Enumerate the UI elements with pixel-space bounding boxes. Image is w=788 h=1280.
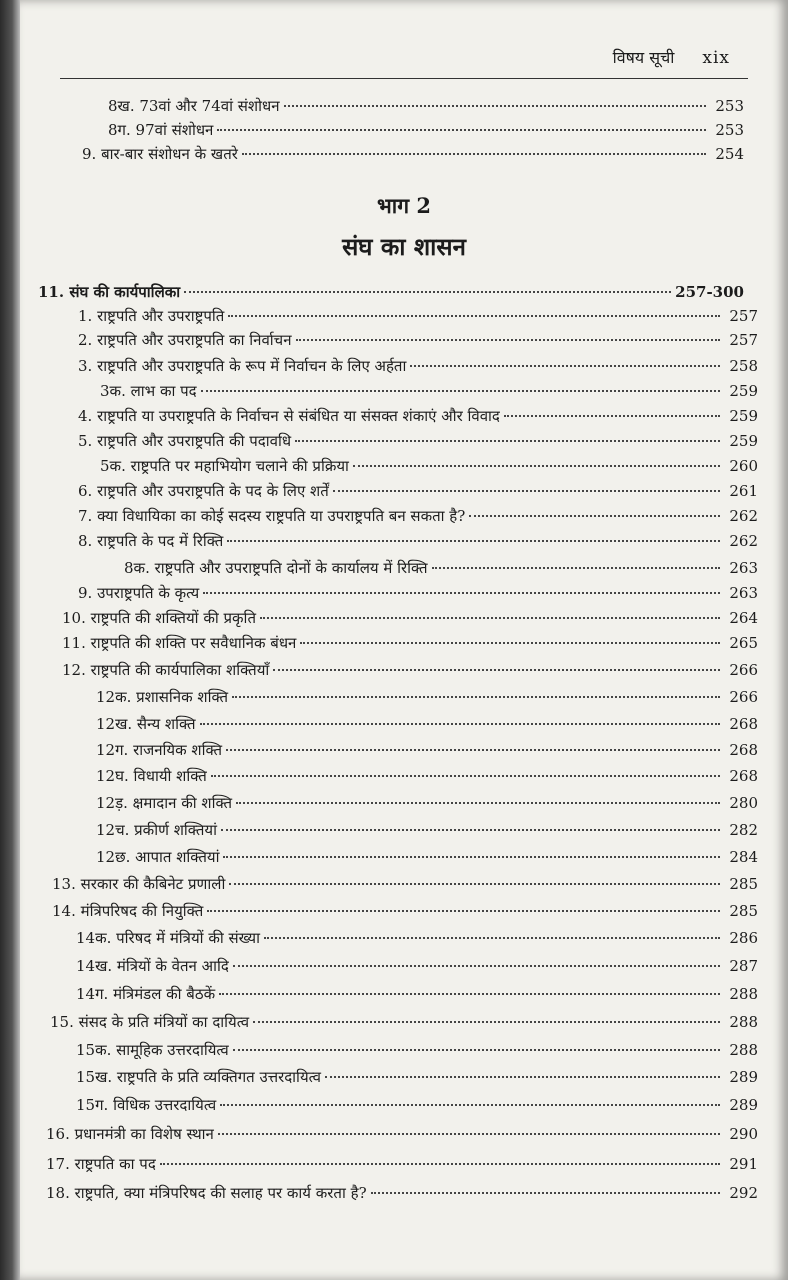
toc-entry	[78, 481, 758, 501]
book-spine-shadow	[0, 0, 20, 1280]
leader-dots	[296, 338, 720, 341]
toc-entry	[62, 633, 758, 653]
toc-entry-text: 12च. प्रकीर्ण शक्तियां	[96, 821, 217, 839]
toc-entry-page: 284	[729, 848, 758, 866]
toc-entry-page: 268	[729, 715, 758, 733]
toc-entry-text: 10. राष्ट्रपति की शक्तियों की प्रकृति	[62, 609, 256, 627]
toc-entry-page: 259	[729, 432, 758, 450]
toc-entry-text: 15. संसद के प्रति मंत्रियों का दायित्व	[50, 1013, 250, 1031]
leader-dots	[219, 992, 720, 995]
toc-entry	[96, 766, 758, 786]
toc-entry-text: 16. प्रधानमंत्री का विशेष स्थान	[46, 1125, 214, 1143]
toc-entry-text: 14ग. मंत्रिमंडल की बैठकें	[76, 985, 216, 1003]
toc-entry-text: 12ड़. क्षमादान की शक्ति	[96, 794, 233, 812]
toc-entry-text: 11. राष्ट्रपति की शक्ति पर सवैधानिक बंधन	[62, 634, 297, 652]
toc-entry	[108, 96, 744, 116]
toc-entry	[124, 558, 758, 578]
toc-entry-page: 288	[729, 1041, 758, 1059]
toc-entry-page: 257	[729, 307, 758, 325]
toc-entry	[96, 793, 758, 813]
leader-dots	[504, 414, 720, 417]
leader-dots	[273, 668, 720, 671]
leader-dots	[229, 882, 720, 885]
toc-entry	[78, 531, 758, 551]
toc-entry-page: 261	[729, 482, 758, 500]
leader-dots	[160, 1162, 720, 1165]
toc-entry	[96, 714, 758, 734]
leader-dots	[203, 591, 720, 594]
toc-entry-page: 291	[729, 1155, 758, 1173]
toc-entry-text: 1. राष्ट्रपति और उपराष्ट्रपति	[78, 307, 225, 325]
toc-entry-text: 5क. राष्ट्रपति पर महाभियोग चलाने की प्रक्रिया	[100, 457, 349, 475]
leader-dots	[207, 909, 720, 912]
leader-dots	[295, 439, 720, 442]
toc-entry	[50, 1012, 758, 1032]
toc-entry-page: 265	[729, 634, 758, 652]
leader-dots	[333, 489, 720, 492]
toc-entry	[108, 120, 744, 140]
leader-dots	[242, 152, 706, 155]
toc-entry-text: 12घ. विधायी शक्ति	[96, 767, 207, 785]
leader-dots	[469, 514, 720, 517]
toc-entry	[78, 330, 758, 350]
toc-entry-page: 289	[729, 1068, 758, 1086]
chapter-entry-page: 257-300	[675, 283, 744, 301]
toc-entry-text: 5. राष्ट्रपति और उपराष्ट्रपति की पदावधि	[78, 432, 292, 450]
leader-dots	[221, 828, 720, 831]
document-page	[20, 0, 788, 1280]
toc-entry	[100, 456, 758, 476]
toc-entry	[76, 1040, 758, 1060]
leader-dots	[232, 695, 720, 698]
leader-dots	[264, 936, 720, 939]
toc-entry-page: 289	[729, 1096, 758, 1114]
toc-entry-page: 257	[729, 331, 758, 349]
toc-entry-text: 14. मंत्रिपरिषद की नियुक्ति	[52, 902, 204, 920]
toc-entry-page: 287	[729, 957, 758, 975]
toc-entry-text: 2. राष्ट्रपति और उपराष्ट्रपति का निर्वाचन	[78, 331, 292, 349]
toc-entry-text: 7. क्या विधायिका का कोई सदस्य राष्ट्रपति या उपराष्ट्रपति बन सकता है?	[78, 507, 466, 525]
header-page-number: xix	[702, 48, 730, 68]
leader-dots	[233, 964, 720, 967]
toc-entry-text: 14क. परिषद में मंत्रियों की संख्या	[76, 929, 260, 947]
toc-entry	[96, 740, 758, 760]
toc-entry-text: 12छ. आपात शक्तियां	[96, 848, 220, 866]
leader-dots	[432, 566, 720, 569]
toc-entry-page: 253	[715, 97, 744, 115]
toc-entry-page: 262	[729, 507, 758, 525]
toc-entry	[78, 506, 758, 526]
toc-entry-page: 268	[729, 741, 758, 759]
toc-entry-text: 8ख. 73वां और 74वां संशोधन	[108, 97, 280, 115]
leader-dots	[220, 1103, 720, 1106]
toc-entry-page: 290	[729, 1125, 758, 1143]
toc-entry-page: 254	[715, 145, 744, 163]
leader-dots	[410, 364, 720, 367]
leader-dots	[260, 616, 720, 619]
toc-entry-text: 13. सरकार की कैबिनेट प्रणाली	[52, 875, 226, 893]
toc-entry	[76, 928, 758, 948]
toc-entry-page: 259	[729, 407, 758, 425]
leader-dots	[201, 389, 720, 392]
toc-entry-page: 282	[729, 821, 758, 839]
toc-entry-page: 253	[715, 121, 744, 139]
leader-dots	[300, 641, 720, 644]
toc-entry	[96, 687, 758, 707]
header-rule	[60, 78, 748, 79]
chapter-entry-text: 11. संघ की कार्यपालिका	[38, 283, 181, 301]
toc-entry-text: 4. राष्ट्रपति या उपराष्ट्रपति के निर्वाचन से संबंधित या संसक्त शंकाएं और विवाद	[78, 407, 500, 425]
leader-dots	[200, 722, 720, 725]
leader-dots	[211, 774, 720, 777]
leader-dots	[233, 1048, 720, 1051]
toc-entry-page: 285	[729, 902, 758, 920]
toc-entry-page: 288	[729, 985, 758, 1003]
toc-entry-text: 18. राष्ट्रपति, क्या मंत्रिपरिषद की सलाह पर कार्य करता है?	[46, 1184, 367, 1202]
part-label: भाग 2	[377, 193, 431, 218]
toc-entry-text: 3क. लाभ का पद	[100, 382, 197, 400]
toc-entry	[46, 1154, 758, 1174]
toc-entry	[100, 381, 758, 401]
chapter-entry	[38, 282, 744, 302]
toc-entry-text: 12ख. सैन्य शक्ति	[96, 715, 196, 733]
toc-entry-page: 268	[729, 767, 758, 785]
toc-entry	[76, 984, 758, 1004]
toc-entry-text: 15ख. राष्ट्रपति के प्रति व्यक्तिगत उत्तरदायित्व	[76, 1068, 321, 1086]
toc-entry-page: 263	[729, 559, 758, 577]
toc-entry	[76, 1095, 758, 1115]
header-title: विषय सूची	[612, 48, 675, 67]
part-title: संघ का शासन	[342, 232, 466, 261]
leader-dots	[228, 314, 720, 317]
toc-entry-page: 259	[729, 382, 758, 400]
leader-dots	[184, 290, 671, 293]
leader-dots	[236, 801, 720, 804]
leader-dots	[223, 855, 720, 858]
toc-entry-text: 3. राष्ट्रपति और उपराष्ट्रपति के रूप में निर्वाचन के लिए अर्हता	[78, 357, 407, 375]
toc-entry-text: 9. बार-बार संशोधन के खतरे	[82, 145, 238, 163]
leader-dots	[218, 1132, 720, 1135]
toc-entry-page: 263	[729, 584, 758, 602]
toc-entry	[62, 660, 758, 680]
toc-entry-text: 15ग. विधिक उत्तरदायित्व	[76, 1096, 217, 1114]
toc-entry-page: 286	[729, 929, 758, 947]
leader-dots	[371, 1191, 720, 1194]
toc-entry-page: 264	[729, 609, 758, 627]
toc-entry-text: 12. राष्ट्रपति की कार्यपालिका शक्तियाँ	[62, 661, 270, 679]
leader-dots	[226, 748, 720, 751]
toc-entry-text: 6. राष्ट्रपति और उपराष्ट्रपति के पद के लिए शर्तें	[78, 482, 329, 500]
toc-entry-text: 8. राष्ट्रपति के पद में रिक्ति	[78, 532, 224, 550]
leader-dots	[227, 539, 720, 542]
toc-entry-text: 15क. सामूहिक उत्तरदायित्व	[76, 1041, 229, 1059]
toc-entry-page: 266	[729, 688, 758, 706]
toc-entry	[76, 1067, 758, 1087]
toc-entry-text: 17. राष्ट्रपति का पद	[46, 1155, 156, 1173]
toc-entry	[78, 356, 758, 376]
toc-entry-text: 12क. प्रशासनिक शक्ति	[96, 688, 229, 706]
running-header	[613, 46, 730, 68]
toc-entry-text: 8क. राष्ट्रपति और उपराष्ट्रपति दोनों के कार्यालय में रिक्ति	[124, 559, 428, 577]
leader-dots	[325, 1075, 720, 1078]
toc-entry-text: 14ख. मंत्रियों के वेतन आदि	[76, 957, 229, 975]
toc-entry-page: 266	[729, 661, 758, 679]
leader-dots	[284, 104, 706, 107]
toc-entry	[52, 901, 758, 921]
toc-entry-page: 285	[729, 875, 758, 893]
toc-entry	[76, 956, 758, 976]
toc-entry	[46, 1183, 758, 1203]
toc-entry-page: 258	[729, 357, 758, 375]
toc-entry	[46, 1124, 758, 1144]
toc-entry-page: 260	[729, 457, 758, 475]
toc-entry	[78, 306, 758, 326]
toc-entry-text: 9. उपराष्ट्रपति के कृत्य	[78, 584, 200, 602]
toc-entry-text: 8ग. 97वां संशोधन	[108, 121, 214, 139]
toc-entry-text: 12ग. राजनयिक शक्ति	[96, 741, 223, 759]
leader-dots	[253, 1020, 720, 1023]
toc-entry-page: 262	[729, 532, 758, 550]
toc-entry-page: 292	[729, 1184, 758, 1202]
toc-entry	[78, 431, 758, 451]
toc-entry	[78, 406, 758, 426]
toc-entry	[62, 608, 758, 628]
toc-entry	[96, 847, 758, 867]
toc-entry	[52, 874, 758, 894]
toc-entry-page: 280	[729, 794, 758, 812]
toc-entry	[96, 820, 758, 840]
leader-dots	[217, 128, 706, 131]
leader-dots	[353, 464, 720, 467]
toc-entry	[78, 583, 758, 603]
toc-entry	[82, 144, 744, 164]
toc-entry-page: 288	[729, 1013, 758, 1031]
